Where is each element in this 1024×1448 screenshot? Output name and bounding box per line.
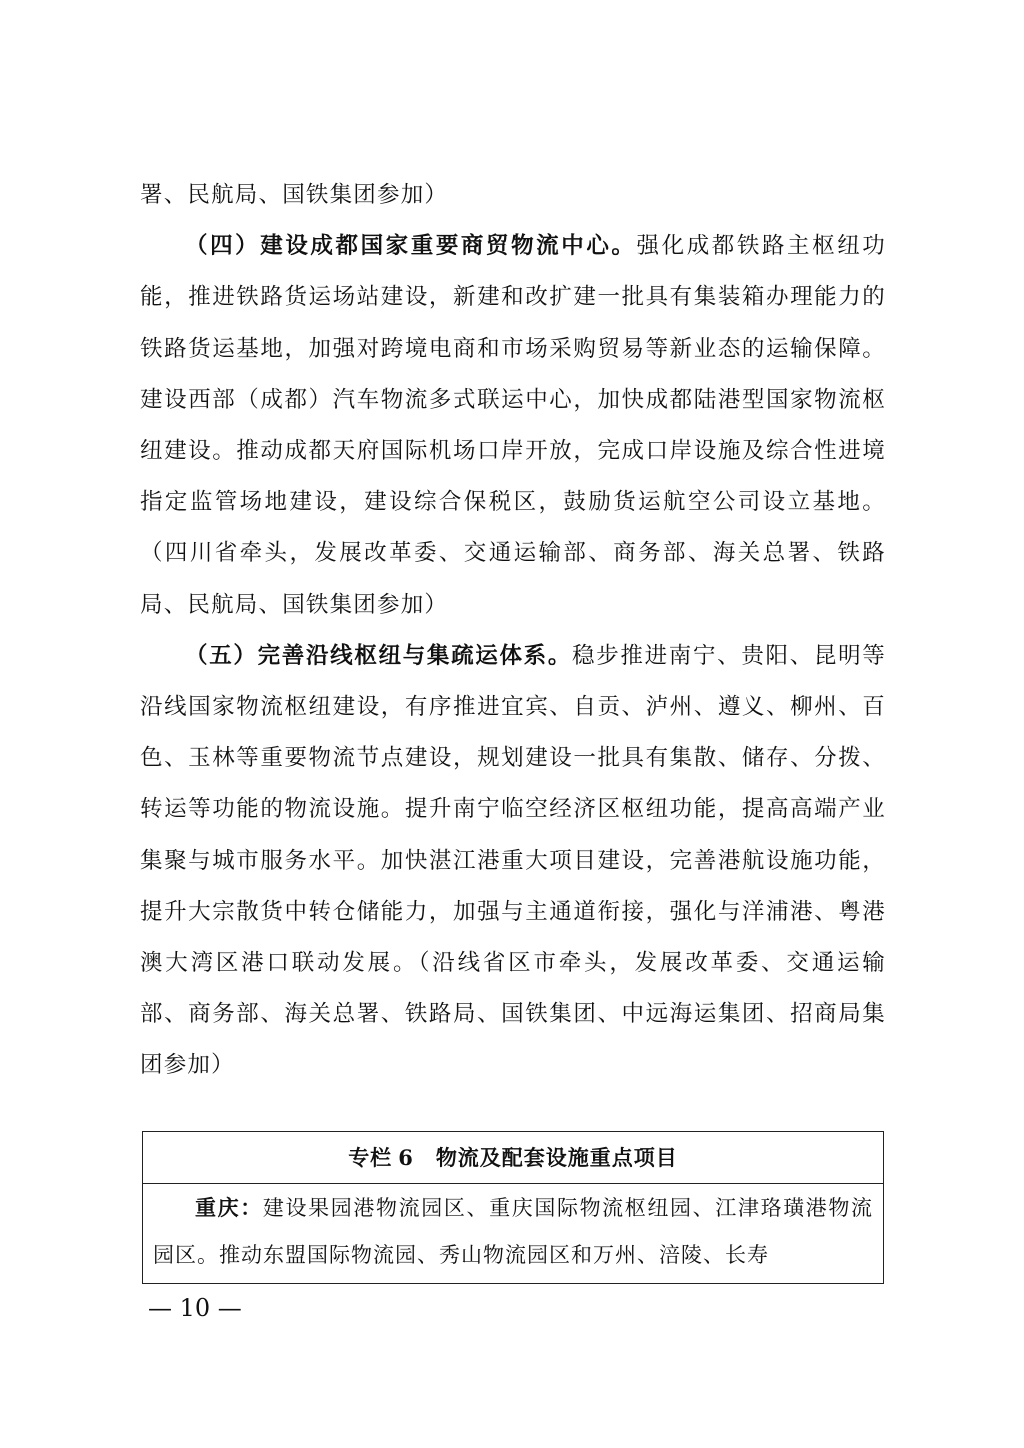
paragraph-hub-system [140,631,886,1092]
body-text [140,170,886,1092]
feature-box-title [143,1132,883,1184]
box-number: 6 [398,1145,414,1170]
paragraph-continuation [140,170,886,221]
paragraph-heading: （五）完善沿线枢纽与集疏运体系。 [185,642,573,669]
paragraph-heading: （四）建设成都国家重要商贸物流中心。 [185,233,637,260]
paragraph-chengdu [140,221,886,631]
box-title-text: 物流及配套设施重点项目 [435,1145,678,1170]
box-label: 专栏 [348,1145,393,1170]
page-number: — 10 — [148,1294,242,1322]
paragraph-text: 署、民航局、国铁集团参加） [140,182,449,208]
paragraph-text: 强化成都铁路主枢纽功能，推进铁路货运场站建设，新建和改扩建一批具有集装箱办理能力的铁路货运基地，加强对跨境电商和市场采购贸易等新业态的运输保障。建设西部（成都）汽车物流多式联运中心，加快成都陆港型国家物流枢纽建设。推动成都天府国际机场口岸开放，完成口岸设施及综合性进境指定监管场地建设，建设综合保税区，鼓励货运航空公司设立基地。（四川省牵头，发展改革委、交通运输部、商务部、海关总署、铁路局、民航局、国铁集团参加） [140,233,886,618]
box-region: 重庆： [195,1195,263,1220]
box-body-text: 建设果园港物流园区、重庆国际物流枢纽园、江津珞璜港物流园区。推动东盟国际物流园、秀山物流园区和万州、涪陵、长寿 [153,1196,874,1267]
paragraph-text: 稳步推进南宁、贵阳、昆明等沿线国家物流枢纽建设，有序推进宜宾、自贡、泸州、遵义、柳州、百色、玉林等重要物流节点建设，规划建设一批具有集散、储存、分拨、转运等功能的物流设施。提升南宁临空经济区枢纽功能，提高高端产业集聚与城市服务水平。加快湛江港重大项目建设，完善港航设施功能，提升大宗散货中转仓储能力，加强与主通道衔接，强化与洋浦港、粤港澳大湾区港口联动发展。（沿线省区市牵头，发展改革委、交通运输部、商务部、海关总署、铁路局、国铁集团、中远海运集团、招商局集团参加） [140,642,886,1079]
feature-box-body [143,1184,883,1279]
feature-box [142,1131,884,1284]
